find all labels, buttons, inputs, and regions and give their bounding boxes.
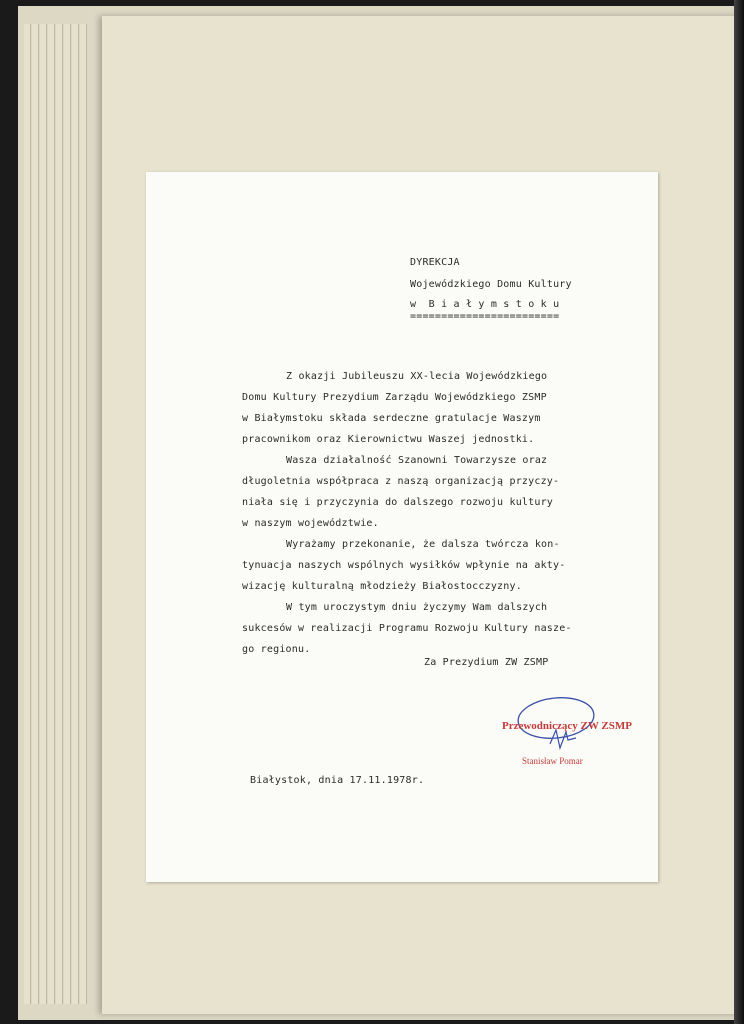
stamp-title: Przewodniczący ZW ZSMP xyxy=(502,720,632,732)
body-line: w naszym województwie. xyxy=(242,518,379,529)
page-edge xyxy=(64,24,71,1004)
page-edge xyxy=(72,24,79,1004)
body-line: wizację kulturalną młodzieży Białostocczyzny. xyxy=(242,581,522,592)
body-line: sukcesów w realizacji Programu Rozwoju Kultury nasze- xyxy=(242,623,572,634)
body-line: W tym uroczystym dniu życzymy Wam dalszych xyxy=(286,602,548,613)
body-line: Wasza działalność Szanowni Towarzysze oraz xyxy=(286,455,548,466)
body-line: tynuacja naszych wspólnych wysiłków wpłynie na akty- xyxy=(242,560,566,571)
letter-sheet xyxy=(146,172,658,882)
body-line: go regionu. xyxy=(242,644,311,655)
stamp-name: Stanisław Pomar xyxy=(522,756,583,766)
page-edge xyxy=(40,24,47,1004)
body-line: Wyrażamy przekonanie, że dalsza twórcza kon- xyxy=(286,539,560,550)
heading-line-3: w B i a ł y m s t o k u xyxy=(410,299,560,310)
body-line: pracownikom oraz Kierownictwu Waszej jednostki. xyxy=(242,434,535,445)
page-edge xyxy=(24,24,31,1004)
heading-line-1: DYREKCJA xyxy=(410,257,460,268)
page-edge xyxy=(56,24,63,1004)
body-line: długoletnia współpraca z naszą organizacją przyczy- xyxy=(242,476,560,487)
heading-line-2: Wojewódzkiego Domu Kultury xyxy=(410,279,572,290)
body-line: niała się i przyczynia do dalszego rozwoju kultury xyxy=(242,497,554,508)
date-line: Białystok, dnia 17.11.1978r. xyxy=(250,775,425,786)
signoff: Za Prezydium ZW ZSMP xyxy=(424,657,549,668)
page-edge xyxy=(32,24,39,1004)
page-edge xyxy=(80,24,87,1004)
body-line: w Białymstoku składa serdeczne gratulacje Waszym xyxy=(242,413,541,424)
body-line: Z okazji Jubileuszu XX-lecia Wojewódzkiego xyxy=(286,371,548,382)
album-spine xyxy=(734,0,744,1024)
heading-underline: ======================== xyxy=(410,311,560,322)
page-edge xyxy=(48,24,55,1004)
body-line: Domu Kultury Prezydium Zarządu Wojewódzkiego ZSMP xyxy=(242,392,547,403)
